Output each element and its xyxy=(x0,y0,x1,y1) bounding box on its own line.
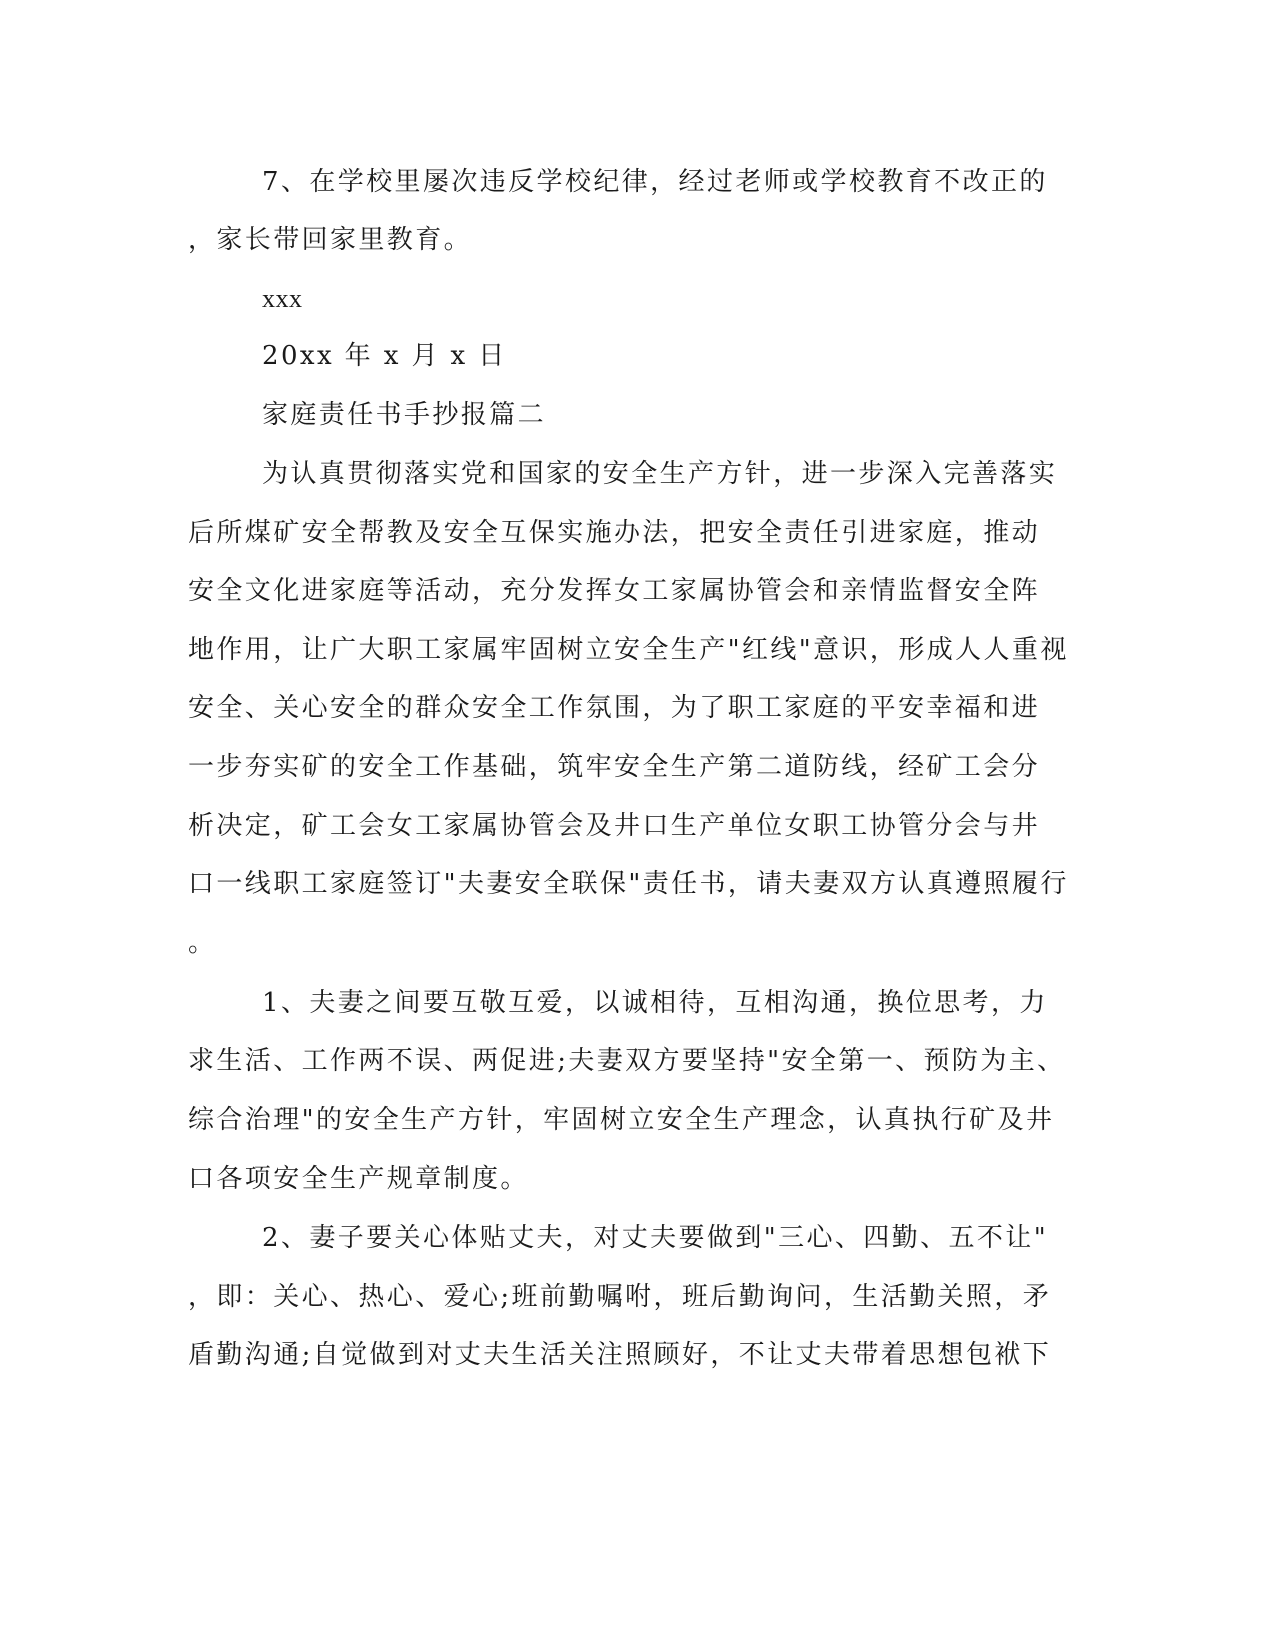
paragraph-line: 口各项安全生产规章制度。 xyxy=(188,1164,529,1194)
paragraph-line: 1、夫妻之间要互敬互爱，以诚相待，互相沟通，换位思考，力 xyxy=(262,988,1048,1018)
paragraph-line: 盾勤沟通;自觉做到对丈夫生活关注照顾好，不让丈夫带着思想包袱下 xyxy=(188,1340,1052,1370)
section-title: 家庭责任书手抄报篇二 xyxy=(262,400,547,430)
paragraph-line: 综合治理"的安全生产方针，牢固树立安全生产理念，认真执行矿及井 xyxy=(188,1105,1055,1135)
paragraph-line: 为认真贯彻落实党和国家的安全生产方针，进一步深入完善落实 xyxy=(262,459,1058,489)
paragraph-line: ，家长带回家里教育。 xyxy=(188,225,473,255)
paragraph-line: 2、妻子要关心体贴丈夫，对丈夫要做到"三心、四勤、五不让" xyxy=(262,1223,1049,1253)
paragraph-line: 口一线职工家庭签订"夫妻安全联保"责任书，请夫妻双方认真遵照履行 xyxy=(188,869,1069,899)
paragraph-line: 7、在学校里屡次违反学校纪律，经过老师或学校教育不改正的 xyxy=(262,167,1048,197)
paragraph-line: 。 xyxy=(188,928,217,958)
signature-date: 20xx 年 x 月 x 日 xyxy=(262,341,507,371)
paragraph-line: 安全、关心安全的群众安全工作氛围，为了职工家庭的平安幸福和进 xyxy=(188,693,1041,723)
paragraph-line: ，即：关心、热心、爱心;班前勤嘱咐，班后勤询问，生活勤关照，矛 xyxy=(188,1282,1052,1312)
paragraph-line: 后所煤矿安全帮教及安全互保实施办法，把安全责任引进家庭，推动 xyxy=(188,518,1041,548)
paragraph-line: 一步夯实矿的安全工作基础，筑牢安全生产第二道防线，经矿工会分 xyxy=(188,752,1041,782)
paragraph-line: 地作用，让广大职工家属牢固树立安全生产"红线"意识，形成人人重视 xyxy=(188,635,1069,665)
paragraph-line: 安全文化进家庭等活动，充分发挥女工家属协管会和亲情监督安全阵 xyxy=(188,576,1041,606)
paragraph-line: 求生活、工作两不误、两促进;夫妻双方要坚持"安全第一、预防为主、 xyxy=(188,1046,1066,1076)
paragraph-line: 析决定，矿工会女工家属协管会及井口生产单位女职工协管分会与井 xyxy=(188,811,1041,841)
signature-name: xxx xyxy=(262,284,303,313)
